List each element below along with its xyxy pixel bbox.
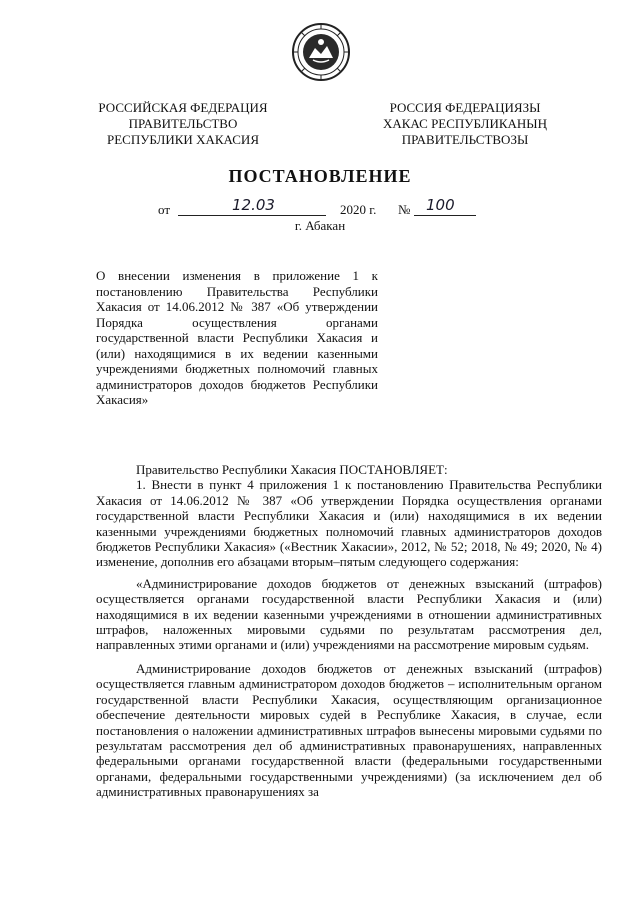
handwritten-date: 12.03 [232, 196, 275, 214]
document-title: ПОСТАНОВЛЕНИЕ [228, 166, 412, 186]
date-underline [178, 215, 326, 216]
body-paragraph-1: Правительство Республики Хакасия ПОСТАНОВЛЯЕТ: [136, 462, 448, 477]
header-right-line-3: ПРАВИТЕЛЬСТВОЗЫ [401, 132, 529, 147]
number-sign: № [398, 202, 411, 217]
body-paragraph-3: «Администрирование доходов бюджетов от денежных взысканий (штрафов) осуществляется органами государственной власти Республики Хакасия и (или) находящимися в их ведении казенными учреждениями в отношении административных штрафов, наложенных мировыми судьями по результатам рассмотрения дел, направленных этими органами и (или) учреждениями на рассмотрение мировым судьям. [96, 575, 602, 653]
year-label: 2020 г. [340, 202, 377, 217]
body-paragraph-2: 1. Внести в пункт 4 приложения 1 к постановлению Правительства Республики Хакасия от 14.06.2012 № 387 «Об утверждении Порядка осуществления органами государственной власти Республики Хакасия и (или) находящимися в их ведении казенными учреждениями бюджетных полномочий главных администраторов доходов бюджетов Республики Хакасия» («Вестник Хакасии», 2012, № 52; 2018, № 49; 2020, № 4) изменение, дополнив его абзацами вторым–пятым следующего содержания: [96, 477, 602, 570]
header-left-block [78, 100, 288, 148]
number-underline [414, 215, 476, 216]
header-right-line-2: ХАКАС РЕСПУБЛИКАНЫҢ [382, 116, 548, 131]
document-body [96, 462, 602, 800]
body-paragraph-4: Администрирование доходов бюджетов от денежных взысканий (штрафов) осуществляется главным администратором доходов бюджетов – исполнительным органом государственной власти Республики Хакасия, осуществляющим организационное обеспечение деятельности мировых судей в Республике Хакасия, в случае, если постановления о наложении административных штрафов вынесены мировыми судьями по результатам рассмотрения дел об административных правонарушениях, направленных федеральными органами государственной власти (федеральными государственными органами, федеральными государственными учреждениями) (за исключением дел об административных правонарушениях за [96, 660, 602, 800]
header-left-line-1: РОССИЙСКАЯ ФЕДЕРАЦИЯ [98, 100, 268, 115]
city-name: г. Абакан [294, 218, 346, 233]
handwritten-number: 100 [426, 196, 455, 214]
date-prefix: от [158, 202, 171, 217]
header-left-line-3: РЕСПУБЛИКИ ХАКАСИЯ [106, 132, 259, 147]
header-left-line-2: ПРАВИТЕЛЬСТВО [128, 116, 238, 131]
date-number-line [150, 196, 490, 220]
coat-of-arms-emblem-icon [291, 22, 351, 82]
header-right-block [365, 100, 565, 148]
subject-block: О внесении изменения в приложение 1 к постановлению Правительства Республики Хакасия от 14.06.2012 № 387 «Об утверждении Порядка осуществления органами государственной власти Республики Хакасия и (или) находящимися в их ведении казенными учреждениями бюджетных полномочий главных администраторов доходов бюджетов Республики Хакасия» [96, 268, 378, 407]
header-right-line-1: РОССИЯ ФЕДЕРАЦИЯЗЫ [389, 100, 541, 115]
